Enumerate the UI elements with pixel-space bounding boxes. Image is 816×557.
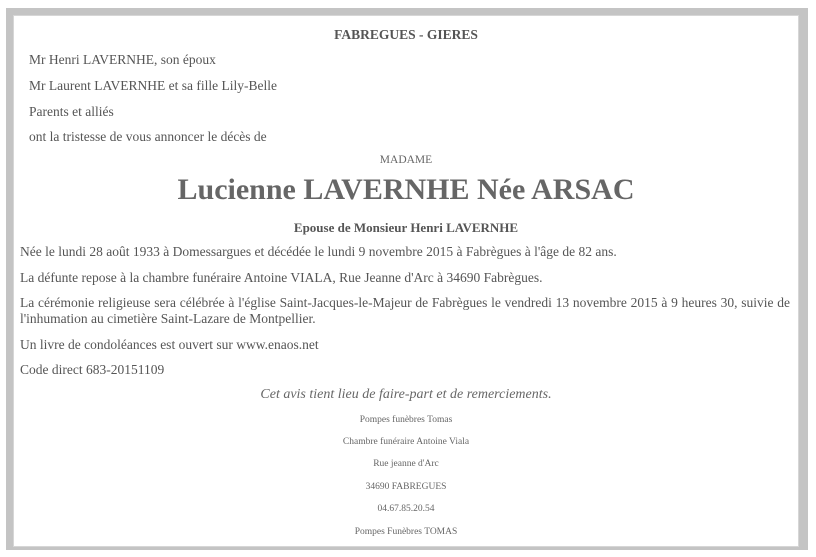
resting-place-text: La défunte repose à la chambre funéraire Antoine VIALA, Rue Jeanne d'Arc à 34690 Fabrègues. xyxy=(20,270,543,285)
notice-text: Cet avis tient lieu de faire-part et de remerciements. xyxy=(260,387,552,402)
condolences-text: Un livre de condoléances est ouvert sur www.enaos.net xyxy=(20,337,319,352)
obituary-notice xyxy=(13,15,799,547)
funeral-city: 34690 FABREGUES xyxy=(365,482,447,492)
funeral-street: Rue jeanne d'Arc xyxy=(373,459,439,469)
funeral-chamber: Chambre funéraire Antoine Viala xyxy=(342,437,470,447)
deceased-spouse: Epouse de Monsieur Henri LAVERNHE xyxy=(293,220,519,235)
funeral-signature: Pompes Funèbres TOMAS xyxy=(354,527,458,537)
direct-code-text: Code direct 683-20151109 xyxy=(20,362,165,377)
funeral-phone: 04.67.85.20.54 xyxy=(377,504,435,514)
family-line-son: Mr Laurent LAVERNHE et sa fille Lily-Belle xyxy=(29,78,277,93)
deceased-name: Lucienne LAVERNHE Née ARSAC xyxy=(177,173,635,206)
announcement-line: ont la tristesse de vous annoncer le décès de xyxy=(29,129,267,144)
ceremony-text: La cérémonie religieuse sera célébrée à l'église Saint-Jacques-le-Majeur de Fabrègues le vendredi 13 novembre 2015 à 9 heures 30, suivie de l'inhumation au cimetière Saint-Lazare de Montpellier. xyxy=(20,295,790,326)
family-line-husband: Mr Henri LAVERNHE, son époux xyxy=(29,52,216,67)
family-line-relatives: Parents et alliés xyxy=(29,104,114,119)
birth-death-text: Née le lundi 28 août 1933 à Domessargues et décédée le lundi 9 novembre 2015 à Fabrègues à l'âge de 82 ans. xyxy=(20,244,617,259)
funeral-home-name: Pompes funèbres Tomas xyxy=(359,415,453,425)
deceased-title: MADAME xyxy=(379,154,433,166)
location-heading: FABREGUES - GIERES xyxy=(334,27,478,42)
